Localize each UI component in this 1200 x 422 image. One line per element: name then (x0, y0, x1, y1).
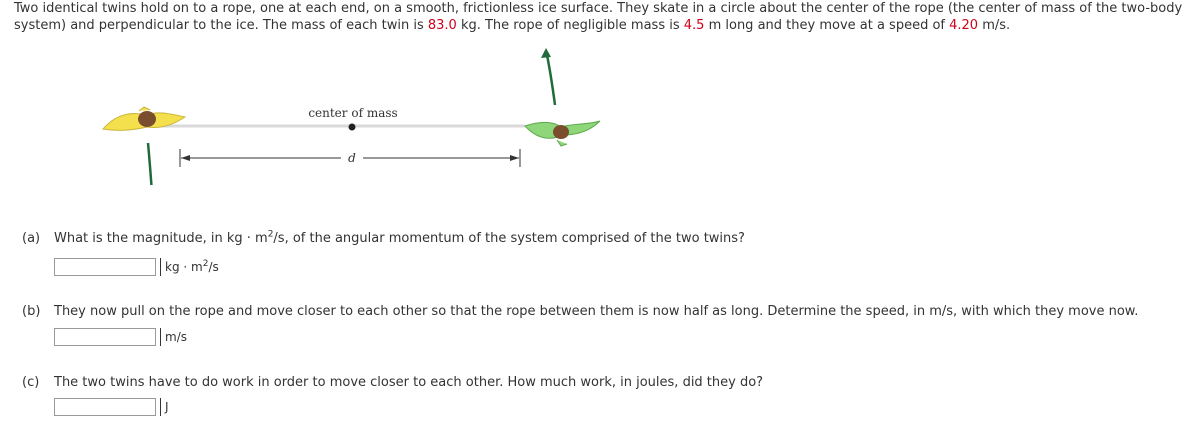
right-twin (525, 121, 600, 146)
part-b-text: They now pull on the rope and move closer to each other so that the rope between them is now half as long. Determine the speed, in m/s, with which they move now. (54, 304, 1139, 319)
part-a-unit-text-end: /s (208, 260, 219, 274)
part-a-answer-input[interactable] (54, 258, 156, 276)
part-c-question (22, 374, 763, 391)
part-a-label: (a) (22, 231, 41, 246)
mass-value: 83.0 (427, 18, 457, 33)
rotation-arrow-right-icon (541, 48, 555, 105)
part-a-question (22, 230, 745, 247)
part-a-answer-row (54, 257, 219, 277)
part-a-unit-sup: 2 (202, 259, 209, 269)
part-a-text-end: /s, of the angular momentum of the system comprised of the two twins? (273, 231, 745, 246)
part-b-label: (b) (22, 304, 41, 319)
length-unit-text: m long and they move at a speed of (704, 18, 950, 33)
part-c-label: (c) (22, 375, 40, 390)
intro-text: Two identical twins hold on to a rope, one at each end, on a smooth, frictionless ice surface. They skate in a circle about the center of the rope (the center of mass of the two-body system) and perpendicular to the ice. The mass of each twin is (14, 1, 1183, 33)
part-a-unit (160, 258, 219, 276)
rotation-arrow-left-icon (148, 143, 152, 185)
part-b-answer-row (54, 327, 187, 347)
part-b-unit: m/s (160, 328, 187, 346)
part-c-text: The two twins have to do work in order to move closer to each other. How much work, in joules, did they do? (54, 375, 764, 390)
part-a-unit-text: kg · m (165, 260, 203, 274)
center-of-mass-dot (349, 124, 356, 131)
part-a-text: What is the magnitude, in kg · m (54, 231, 268, 246)
part-b-question (22, 303, 1138, 320)
problem-statement (14, 0, 1189, 34)
part-c-answer-row (54, 397, 169, 417)
part-c-answer-input[interactable] (54, 398, 156, 416)
twins-figure (95, 45, 615, 185)
speed-value: 4.20 (949, 18, 979, 33)
mass-unit-text: kg. The rope of negligible mass is (456, 18, 684, 33)
speed-unit-text: m/s. (978, 18, 1011, 33)
length-value: 4.5 (683, 18, 705, 33)
part-a-sup: 2 (267, 229, 274, 240)
center-of-mass-label: center of mass (308, 106, 398, 120)
part-c-unit: J (160, 398, 169, 416)
part-b-answer-input[interactable] (54, 328, 156, 346)
distance-label: d (348, 151, 356, 165)
